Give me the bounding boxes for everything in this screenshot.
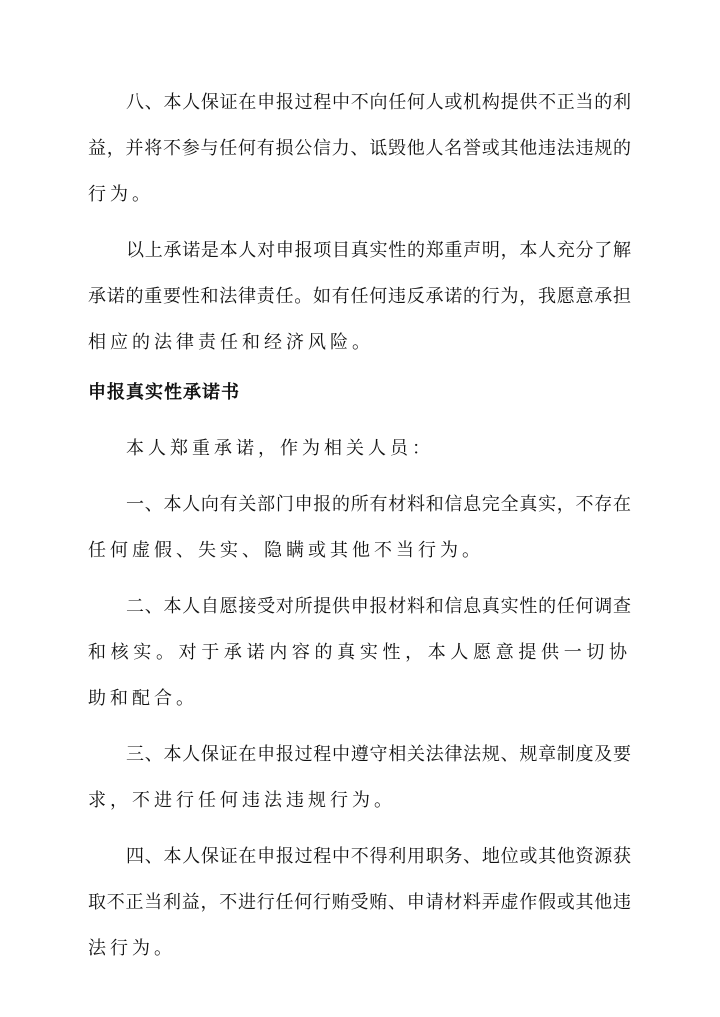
text-line: 求，不进行任何违法违规行为。 bbox=[88, 790, 396, 810]
paragraph bbox=[88, 583, 631, 721]
text-line: 益，并将不参与任何有损公信力、诋毁他人名誉或其他违法违规的 bbox=[88, 138, 631, 158]
text-line: 承诺的重要性和法律责任。如有任何违反承诺的行为，我愿意承担 bbox=[88, 286, 631, 306]
text-line: 以上承诺是本人对申报项目真实性的郑重声明，本人充分了解 bbox=[126, 240, 631, 260]
text-line: 取不正当利益，不进行任何行贿受贿、申请材料弄虚作假或其他违 bbox=[88, 892, 631, 912]
paragraph bbox=[88, 481, 631, 573]
paragraph bbox=[88, 731, 631, 823]
section-heading: 申报真实性承诺书 bbox=[88, 382, 240, 402]
text-line: 行为。 bbox=[88, 184, 154, 204]
text-line: 相应的法律责任和经济风险。 bbox=[88, 332, 374, 352]
text-line: 八、本人保证在申报过程中不向任何人或机构提供不正当的利 bbox=[126, 92, 631, 112]
paragraph bbox=[88, 425, 631, 471]
text-line: 本人郑重承诺，作为相关人员： bbox=[126, 438, 434, 458]
text-line: 和核实。对于承诺内容的真实性，本人愿意提供一切协助和配合。 bbox=[88, 642, 631, 708]
text-line: 三、本人保证在申报过程中遵守相关法律法规、规章制度及要 bbox=[126, 744, 631, 764]
paragraph bbox=[88, 79, 631, 217]
text-line: 法行为。 bbox=[88, 938, 176, 958]
text-line: 任何虚假、失实、隐瞒或其他不当行为。 bbox=[88, 540, 484, 560]
text-line: 四、本人保证在申报过程中不得利用职务、地位或其他资源获 bbox=[126, 846, 631, 866]
document-page bbox=[88, 79, 631, 971]
text-line: 二、本人自愿接受对所提供申报材料和信息真实性的任何调查 bbox=[126, 596, 631, 616]
paragraph bbox=[88, 227, 631, 365]
paragraph bbox=[88, 833, 631, 971]
text-line: 一、本人向有关部门申报的所有材料和信息完全真实，不存在 bbox=[126, 494, 631, 514]
